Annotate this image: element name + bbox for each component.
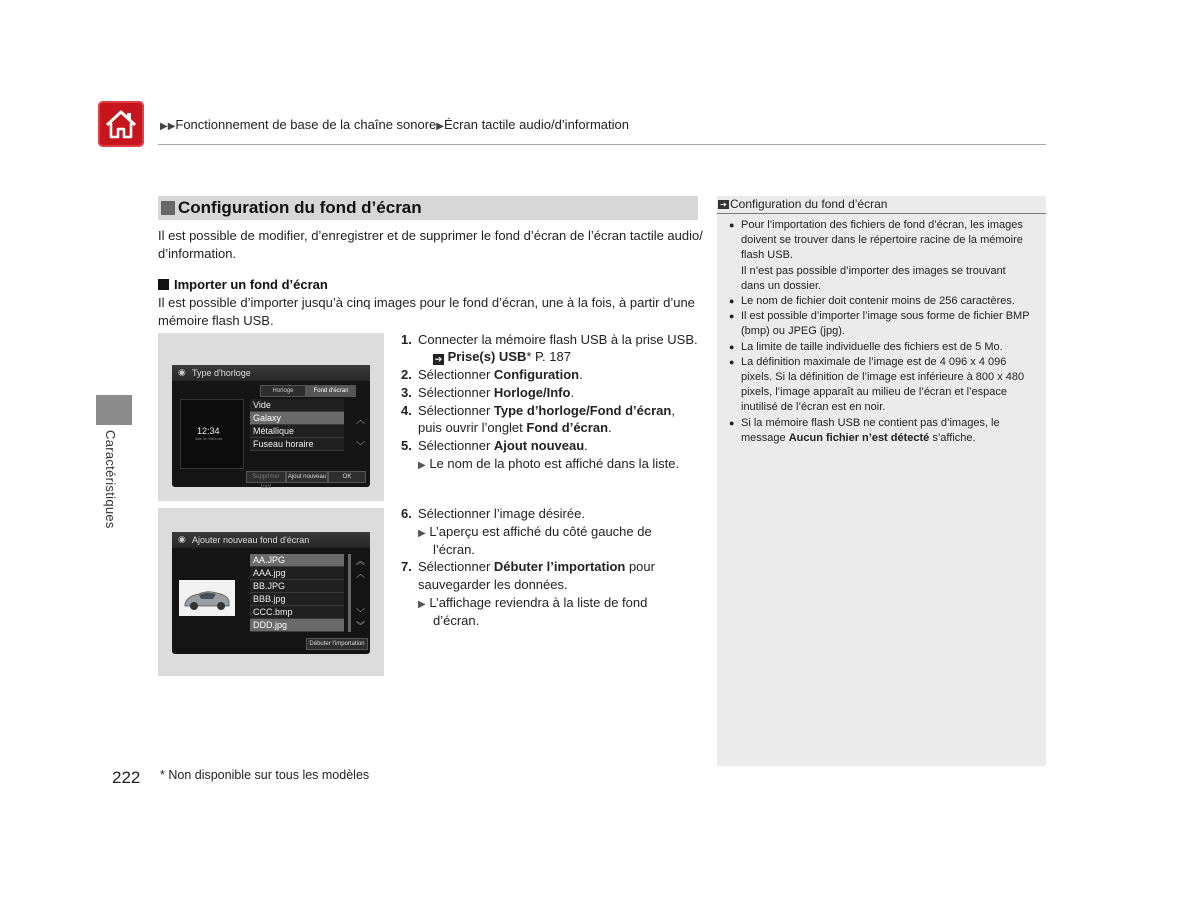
- bullet-icon: ●: [729, 220, 735, 230]
- device-screen: [172, 365, 370, 490]
- note-line: La limite de taille individuelle des fichiers est de 5 Mo.: [741, 340, 1003, 353]
- list-item[interactable]: Métallique: [250, 425, 344, 438]
- clock-date: date de référence: [195, 437, 223, 441]
- step-number: 5.: [401, 438, 412, 453]
- header-divider: [158, 144, 1046, 145]
- note-item: [717, 355, 1046, 416]
- note-line: (bmp) ou JPEG (jpg).: [741, 325, 845, 338]
- back-icon[interactable]: ◉: [178, 534, 186, 544]
- note-text: message: [741, 431, 789, 444]
- clock-time: 12:34: [197, 426, 220, 436]
- step-5: [401, 437, 588, 455]
- subsection-paragraph: [158, 294, 695, 330]
- note-item: [717, 340, 1046, 355]
- note-line: La définition maximale de l’image est de 4 096 x 4 096: [741, 355, 1007, 368]
- section-square-icon: [161, 201, 175, 215]
- note-item: [717, 309, 1046, 339]
- chapter-tab-marker[interactable]: [96, 395, 132, 425]
- subsection-heading: [158, 277, 328, 292]
- note-message: Aucun fichier n’est détecté: [788, 431, 930, 444]
- note-heading: [717, 196, 1046, 214]
- footnote: * Non disponible sur tous les modèles: [160, 768, 370, 782]
- note-item: [717, 416, 1046, 446]
- note-reference-icon: ➔: [718, 200, 729, 209]
- step-text: Sélectionner: [418, 559, 494, 574]
- start-import-button[interactable]: Débuter l'importation: [306, 638, 368, 650]
- step-number: 6.: [401, 506, 412, 521]
- intro-line: Il est possible de modifier, d’enregistrer et de supprimer le fond d’écran de l’écran tactile audio/: [158, 228, 703, 243]
- back-icon[interactable]: ◉: [178, 367, 186, 377]
- scroll-up-icon[interactable]: ︿: [356, 569, 366, 579]
- bullet-icon: ●: [729, 417, 735, 428]
- step-text: Sélectionner: [418, 403, 494, 418]
- note-line: inutilisé de l’écran est en noir.: [741, 401, 886, 414]
- home-icon: [98, 101, 144, 147]
- subsection-line: mémoire flash USB.: [158, 313, 274, 328]
- step-number: 1.: [401, 332, 412, 347]
- step-text: Sélectionner l’image désirée.: [418, 506, 585, 521]
- step-command: Ajout nouveau: [493, 438, 585, 453]
- step-text: Connecter la mémoire flash USB à la prise USB.: [418, 332, 698, 347]
- note-line: pixels. Si la définition de l’image est inférieure à 800 x 480: [741, 371, 1025, 384]
- note-title: Configuration du fond d’écran: [730, 197, 888, 211]
- intro-line: d’information.: [158, 246, 237, 261]
- subsection-square-icon: [158, 279, 169, 290]
- step-1: [401, 331, 698, 349]
- note-line: Si la mémoire flash USB ne contient pas d’images, le: [741, 416, 1000, 429]
- step-1-reference[interactable]: [433, 348, 571, 366]
- step-6-result-line2: l’écran.: [433, 542, 475, 557]
- bullet-icon: ●: [729, 296, 735, 307]
- result-arrow-icon: ▶: [418, 599, 426, 610]
- note-line: Pour l’importation des fichiers de fond d’écran, les images: [741, 219, 1023, 231]
- step-7-line2: sauvegarder les données.: [418, 577, 568, 592]
- step-text: Sélectionner: [418, 385, 494, 400]
- screenshot-clock-type: [158, 333, 384, 501]
- note-line: Le nom de fichier doit contenir moins de 256 caractères.: [741, 295, 1015, 308]
- step-text: .: [570, 385, 575, 400]
- bullet-icon: ●: [729, 356, 735, 367]
- ok-button[interactable]: OK: [328, 471, 366, 483]
- note-line: flash USB.: [741, 249, 793, 262]
- step-number: 3.: [401, 385, 412, 400]
- step-number: 4.: [401, 403, 412, 418]
- scrollbar[interactable]: [348, 554, 351, 632]
- list-item[interactable]: Fuseau horaire: [250, 438, 344, 451]
- delete-all-button[interactable]: Supprimer tout: [246, 471, 286, 483]
- chapter-label: Caractéristiques: [103, 430, 118, 529]
- add-new-button[interactable]: Ajout nouveau: [286, 471, 328, 483]
- page-number: 222: [112, 768, 141, 787]
- step-4: [401, 402, 675, 420]
- subsection-line: Il est possible d’importer jusqu’à cinq images pour le fond d’écran, une à la fois, à partir d’une: [158, 295, 695, 310]
- note-line: Il est possible d’importer l’image sous forme de fichier BMP: [741, 310, 1030, 323]
- step-number: 2.: [401, 367, 412, 382]
- note-line: Il n’est pas possible d’importer des images se trouvant: [741, 264, 1006, 277]
- step-command: Fond d’écran: [526, 420, 609, 435]
- note-line: doivent se trouver dans le répertoire racine de la mémoire: [741, 234, 1023, 247]
- step-number: 7.: [401, 559, 412, 574]
- breadcrumb-link-audio[interactable]: Fonctionnement de base de la chaîne sonore: [175, 117, 437, 132]
- scroll-down-icon[interactable]: ﹀: [356, 608, 366, 618]
- image-preview: [179, 580, 235, 616]
- screen-title: Type d'horloge: [192, 368, 251, 378]
- step-text: .: [579, 367, 583, 382]
- note-line: pixels, l’image apparaît au milieu de l’écran et l’espace: [741, 386, 1007, 399]
- step-7-result: [418, 594, 647, 614]
- step-3: [401, 384, 574, 402]
- subsection-title: Importer un fond d’écran: [174, 277, 328, 292]
- device-screen: [172, 532, 370, 654]
- note-line: dans un dossier.: [741, 279, 822, 292]
- breadcrumb-arrow-icon: ▶▶: [160, 121, 176, 132]
- step-command: Type d’horloge/Fond d’écran: [493, 403, 672, 418]
- clock-preview: [180, 399, 244, 469]
- note-item: [717, 294, 1046, 309]
- scroll-down-icon[interactable]: ﹀: [356, 441, 366, 451]
- note-item: [717, 218, 1046, 294]
- file-item[interactable]: DDD.jpg: [250, 619, 344, 632]
- home-button[interactable]: [98, 101, 144, 147]
- result-arrow-icon: ▶: [418, 528, 426, 539]
- car-icon: [179, 580, 235, 616]
- reference-title: Prise(s) USB: [447, 349, 527, 364]
- result-text: L’aperçu est affiché du côté gauche de: [429, 524, 652, 539]
- step-text: ,: [671, 403, 675, 418]
- result-text: Le nom de la photo est affiché dans la liste.: [429, 456, 680, 471]
- step-text: pour: [625, 559, 655, 574]
- file-item[interactable]: BBB.jpg: [250, 593, 344, 606]
- section-heading: [158, 196, 698, 220]
- step-6: [401, 505, 585, 523]
- breadcrumb-arrow-icon: ▶: [436, 121, 444, 132]
- result-arrow-icon: ▶: [418, 460, 426, 471]
- tab-wallpaper[interactable]: Fond d'écran: [306, 385, 356, 397]
- section-title: Configuration du fond d’écran: [178, 198, 422, 217]
- file-item[interactable]: AAA.jpg: [250, 567, 344, 580]
- reference-arrow-icon: ➔: [434, 354, 443, 364]
- intro-paragraph: [158, 227, 703, 263]
- note-text: s’affiche.: [929, 431, 976, 444]
- list-item[interactable]: Galaxy: [250, 412, 344, 425]
- list-item[interactable]: Vide: [250, 399, 344, 412]
- step-text: .: [608, 420, 612, 435]
- file-item[interactable]: AA.JPG: [250, 554, 344, 567]
- step-command: Débuter l’importation: [493, 559, 626, 574]
- step-text: .: [584, 438, 588, 453]
- step-4-line2: [418, 419, 612, 437]
- breadcrumb-link-touchscreen[interactable]: Écran tactile audio/d’information: [444, 117, 629, 132]
- step-6-result: [418, 523, 652, 543]
- tab-clock[interactable]: Horloge: [260, 385, 306, 397]
- reference-page: * P. 187: [526, 349, 571, 364]
- step-text: Sélectionner: [418, 367, 494, 382]
- file-item[interactable]: BB.JPG: [250, 580, 344, 593]
- breadcrumb: [160, 117, 629, 132]
- bullet-icon: ●: [729, 311, 735, 322]
- file-item[interactable]: CCC.bmp: [250, 606, 344, 619]
- scroll-bottom-icon[interactable]: ︾: [356, 621, 366, 631]
- screenshot-add-wallpaper: [158, 508, 384, 676]
- step-2: [401, 366, 583, 384]
- scroll-top-icon[interactable]: ︽: [356, 556, 366, 566]
- bullet-icon: ●: [729, 341, 735, 352]
- result-text: L’affichage reviendra à la liste de fond: [429, 595, 648, 610]
- scroll-up-icon[interactable]: ︿: [356, 415, 366, 425]
- step-command: Configuration: [493, 367, 580, 382]
- step-text: puis ouvrir l’onglet: [418, 420, 527, 435]
- note-list: [717, 218, 1046, 446]
- screen-title: Ajouter nouveau fond d'écran: [192, 535, 310, 545]
- step-7-result-line2: d’écran.: [433, 613, 480, 628]
- step-text: Sélectionner: [418, 438, 494, 453]
- step-5-result: [418, 455, 679, 475]
- note-line: [741, 431, 1046, 446]
- step-7: [401, 558, 655, 576]
- step-command: Horloge/Info: [493, 385, 571, 400]
